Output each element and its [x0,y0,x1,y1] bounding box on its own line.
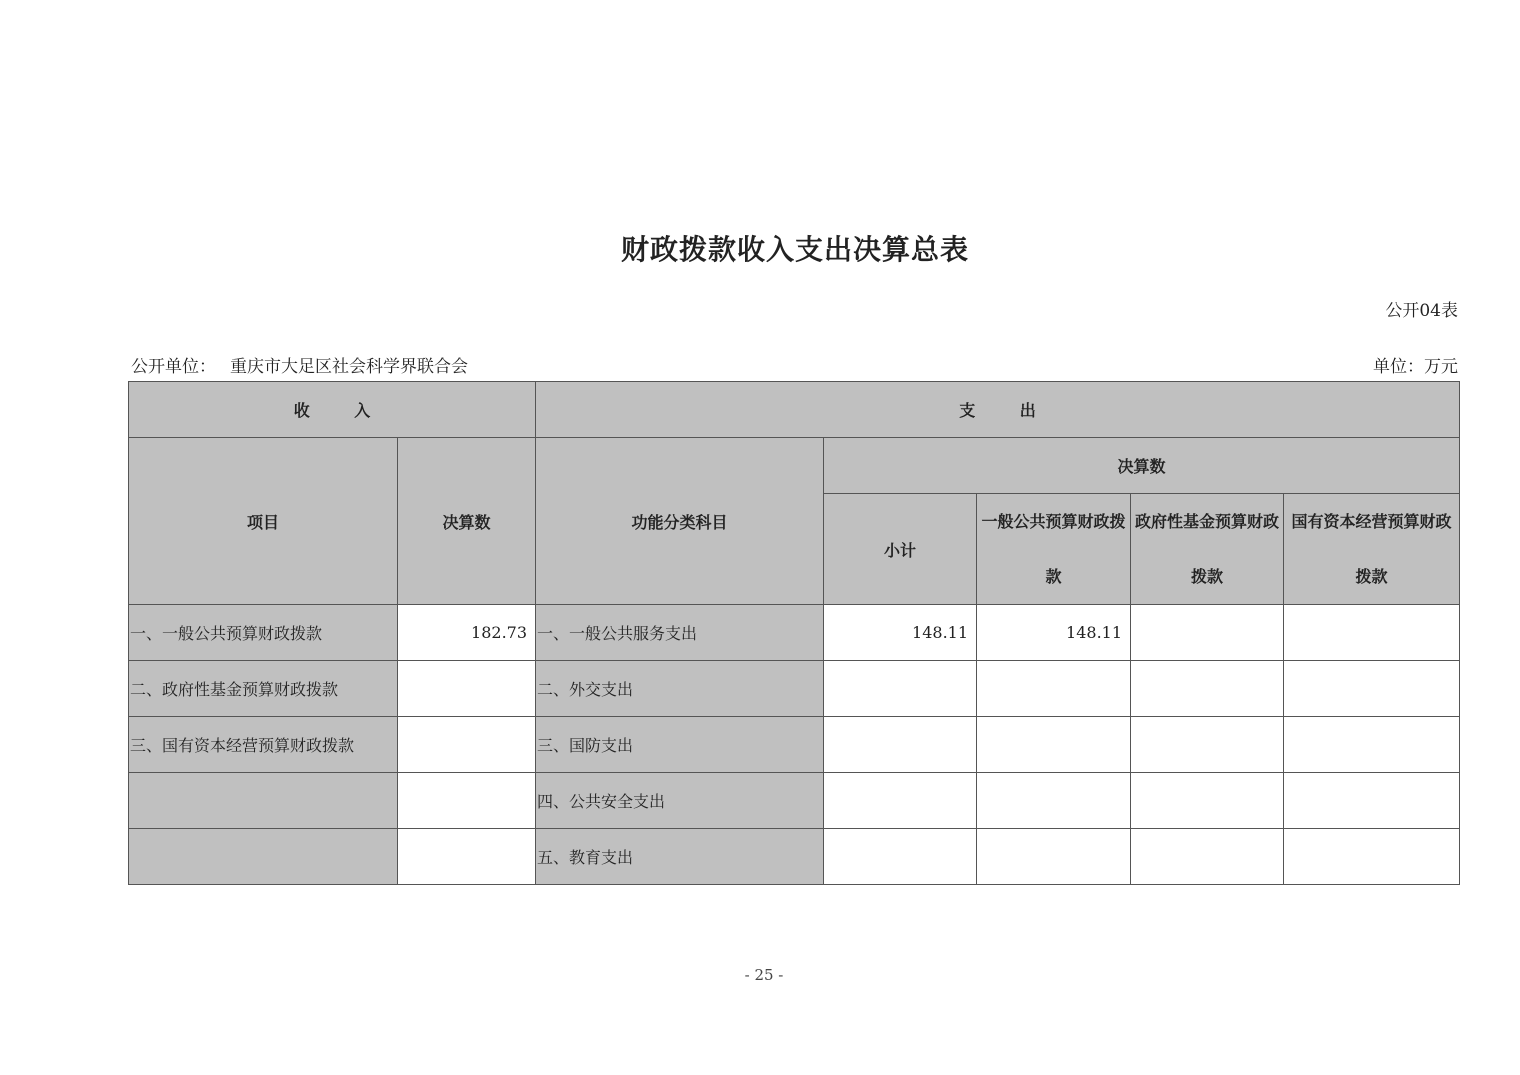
row-state-capital [1284,717,1460,773]
table-row [129,829,1460,885]
row-item: 二、政府性基金预算财政拨款 [129,661,398,717]
form-number: 公开04表 [1385,301,1458,321]
row-amount: 182.73 [398,605,536,661]
col-header-state-capital: 国有资本经营预算财政拨款 [1284,494,1460,605]
row-amount [398,717,536,773]
row-function: 四、公共安全支出 [536,773,824,829]
row-gov-fund [1131,605,1284,661]
row-amount [398,661,536,717]
row-subtotal [824,773,977,829]
row-general [977,829,1131,885]
col-header-final: 决算数 [824,438,1460,494]
row-state-capital [1284,773,1460,829]
row-subtotal: 148.11 [824,605,977,661]
row-subtotal [824,717,977,773]
col-header-function: 功能分类科目 [536,438,824,605]
header-income: 收 入 [129,382,536,438]
row-function: 二、外交支出 [536,661,824,717]
row-general [977,717,1131,773]
col-header-general: 一般公共预算财政拨款 [977,494,1131,605]
unit-name: 重庆市大足区社会科学界联合会 [230,357,468,377]
row-amount [398,773,536,829]
row-amount [398,829,536,885]
row-item [129,773,398,829]
row-function: 三、国防支出 [536,717,824,773]
col-header-amount: 决算数 [398,438,536,605]
row-general [977,773,1131,829]
reporting-unit [131,352,468,377]
header-expense: 支 出 [536,382,1460,438]
row-gov-fund [1131,661,1284,717]
row-general [977,661,1131,717]
row-item: 三、国有资本经营预算财政拨款 [129,717,398,773]
row-subtotal [824,829,977,885]
currency-unit: 单位：万元 [1373,357,1458,377]
col-header-subtotal: 小计 [824,494,977,605]
row-subtotal [824,661,977,717]
fiscal-summary-table [128,381,1460,885]
row-state-capital [1284,605,1460,661]
row-gov-fund [1131,829,1284,885]
table-row [129,605,1460,661]
table-row [129,773,1460,829]
row-item: 一、一般公共预算财政拨款 [129,605,398,661]
unit-label: 公开单位： [131,357,216,377]
page-number: - 25 - [744,966,784,984]
row-item [129,829,398,885]
col-header-gov-fund: 政府性基金预算财政拨款 [1131,494,1284,605]
table-row [129,661,1460,717]
col-header-item: 项目 [129,438,398,605]
page-title: 财政拨款收入支出决算总表 [620,233,969,266]
row-function: 一、一般公共服务支出 [536,605,824,661]
row-gov-fund [1131,773,1284,829]
row-general: 148.11 [977,605,1131,661]
table-row [129,717,1460,773]
row-function: 五、教育支出 [536,829,824,885]
row-state-capital [1284,661,1460,717]
row-gov-fund [1131,717,1284,773]
row-state-capital [1284,829,1460,885]
